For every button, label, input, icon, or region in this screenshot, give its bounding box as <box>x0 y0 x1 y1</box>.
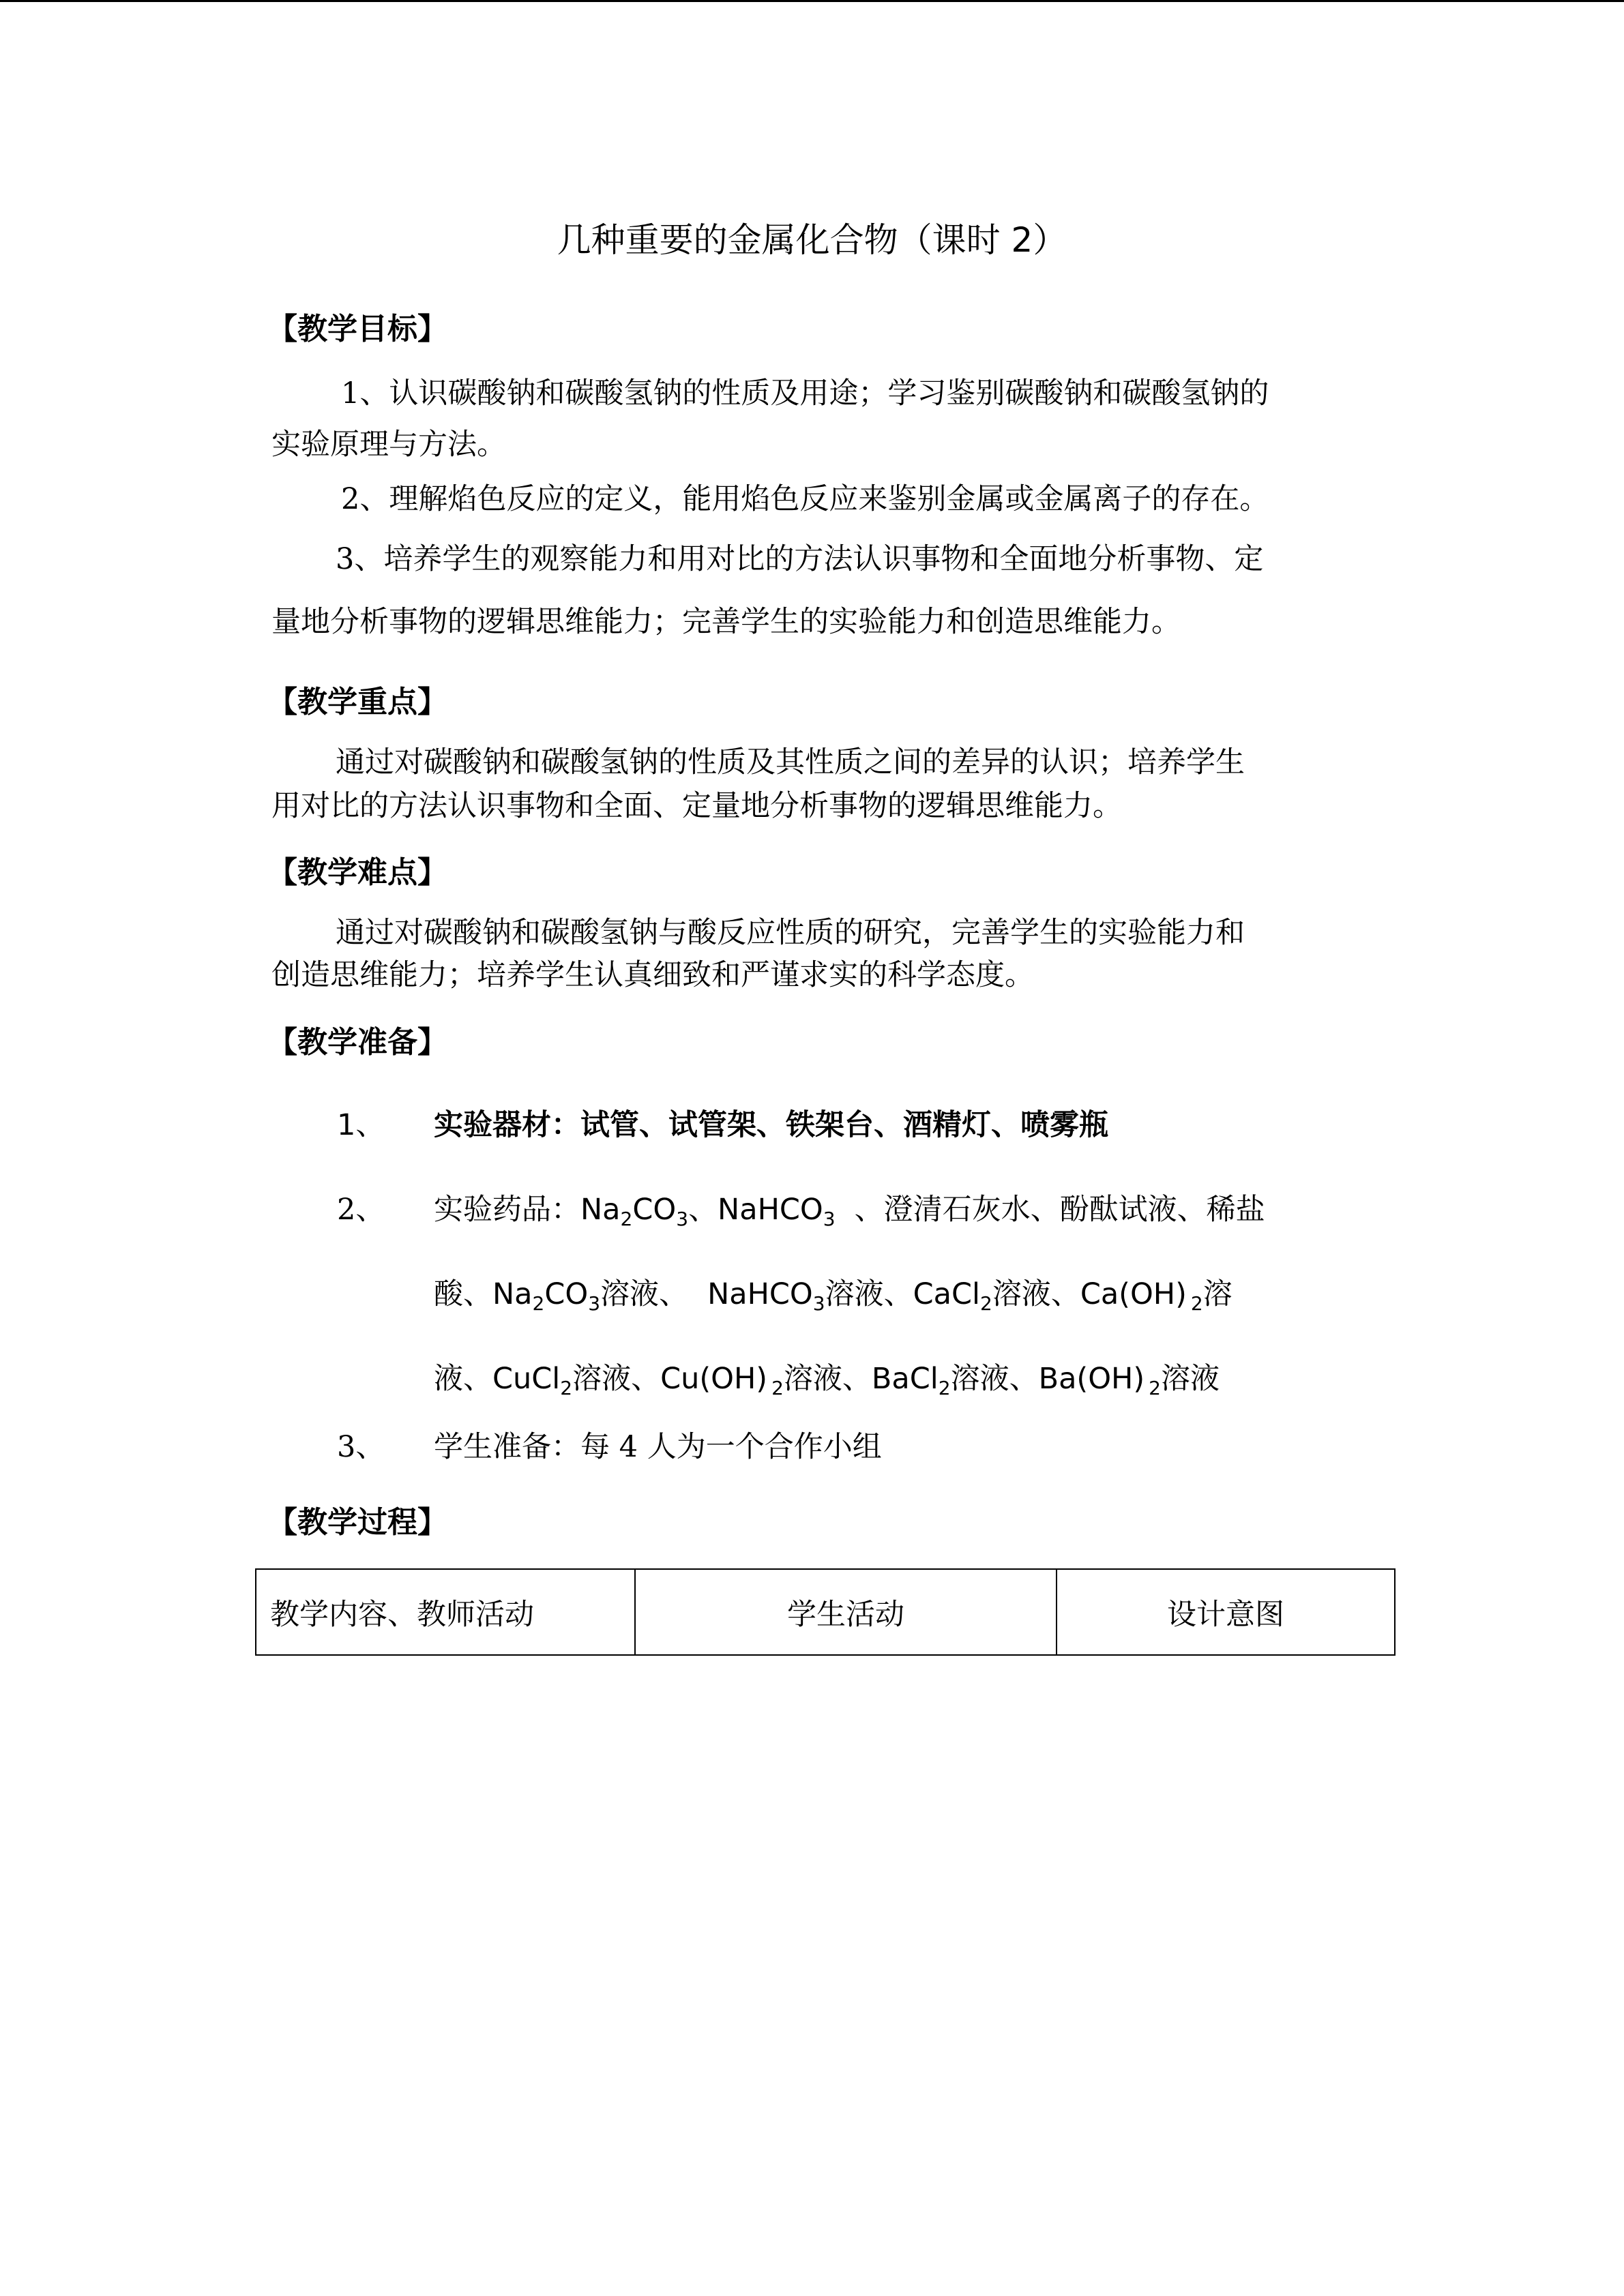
table-header-row <box>256 1569 1395 1655</box>
subscript: 2 <box>771 1377 784 1399</box>
table-header-cell: 设计意图 <box>1057 1569 1395 1655</box>
text-segment: CO <box>544 1277 589 1311</box>
process-heading: 【教学过程】 <box>267 1505 447 1540</box>
subscript: 2 <box>938 1377 951 1399</box>
text-segment: BaCl <box>871 1362 939 1396</box>
prep-item-2-line-2 <box>434 1272 1232 1316</box>
objective-3-line-2: 量地分析事物的逻辑思维能力；完善学生的实验能力和创造思维能力。 <box>271 605 1181 639</box>
prep-item-1-text: 实验器材：试管、试管架、铁架台、酒精灯、喷雾瓶 <box>434 1108 1108 1142</box>
formula-na2co3-co: CO <box>632 1193 677 1227</box>
key-points-line-2: 用对比的方法认识事物和全面、定量地分析事物的逻辑思维能力。 <box>271 789 1122 823</box>
preparation-heading: 【教学准备】 <box>267 1025 447 1060</box>
subscript: 2 <box>979 1292 992 1315</box>
formula-na2co3-na: Na <box>580 1193 621 1227</box>
key-points-heading: 【教学重点】 <box>267 685 447 719</box>
subscript: 2 <box>532 1292 545 1315</box>
text-segment: 溶液 <box>1161 1362 1220 1396</box>
prep-item-1-number: 1、 <box>337 1108 385 1142</box>
text-segment: Ca(OH) <box>1080 1277 1187 1311</box>
text-segment: 溶液、 <box>783 1362 872 1396</box>
objectives-heading: 【教学目标】 <box>267 312 447 346</box>
prep-item-2-rest: 、澄清石灰水、酚酞试液、稀盐 <box>854 1193 1265 1227</box>
difficulties-line-1: 通过对碳酸钠和碳酸氢钠与酸反应性质的研究，完善学生的实验能力和 <box>336 916 1245 950</box>
text-segment: 溶液、 <box>950 1362 1039 1396</box>
text-segment: 液、 <box>434 1362 492 1396</box>
prep-item-2-number: 2、 <box>337 1193 385 1227</box>
difficulties-heading: 【教学难点】 <box>267 855 447 890</box>
key-points-line-1: 通过对碳酸钠和碳酸氢钠的性质及其性质之间的差异的认识；培养学生 <box>336 745 1245 779</box>
subscript: 3 <box>823 1208 836 1230</box>
objective-2: 2、理解焰色反应的定义，能用焰色反应来鉴别金属或金属离子的存在。 <box>341 482 1269 516</box>
text-segment: 溶液、 <box>600 1277 689 1311</box>
prep-item-3-text: 学生准备：每 4 人为一个合作小组 <box>434 1430 882 1464</box>
text-segment: CuCl <box>492 1362 561 1396</box>
text-segment: 溶液、 <box>572 1362 661 1396</box>
prep-item-2-line-1 <box>434 1188 1265 1232</box>
subscript: 3 <box>812 1292 825 1315</box>
subscript: 2 <box>1149 1377 1161 1399</box>
difficulties-line-2: 创造思维能力；培养学生认真细致和严谨求实的科学态度。 <box>271 958 1034 992</box>
objective-1-line-1: 1、认识碳酸钠和碳酸氢钠的性质及用途；学习鉴别碳酸钠和碳酸氢钠的 <box>341 376 1269 411</box>
table-header-cell: 学生活动 <box>635 1569 1057 1655</box>
subscript: 3 <box>588 1292 601 1315</box>
subscript: 2 <box>620 1208 633 1230</box>
process-table <box>255 1568 1396 1656</box>
text-segment: CaCl <box>913 1277 980 1311</box>
text-segment: 溶液、 <box>825 1277 913 1311</box>
prep-item-2-line-3 <box>434 1357 1220 1401</box>
subscript: 2 <box>1190 1292 1203 1315</box>
text-segment: Ba(OH) <box>1038 1362 1145 1396</box>
prep-item-3-number: 3、 <box>337 1430 385 1464</box>
subscript: 2 <box>560 1377 573 1399</box>
text-segment: 溶 <box>1202 1277 1232 1311</box>
text-segment: Cu(OH) <box>660 1362 768 1396</box>
objective-1-line-2: 实验原理与方法。 <box>271 428 506 462</box>
text-segment: 溶液、 <box>992 1277 1080 1311</box>
formula-nahco3: 、NaHCO <box>688 1193 823 1227</box>
subscript: 3 <box>676 1208 689 1230</box>
prep-item-2-label: 实验药品： <box>434 1193 580 1227</box>
objective-3-line-1: 3、培养学生的观察能力和用对比的方法认识事物和全面地分析事物、定 <box>336 542 1264 576</box>
page-top-border <box>0 0 1624 2</box>
document-title: 几种重要的金属化合物（课时 2） <box>557 220 1067 260</box>
table-header-cell: 教学内容、教师活动 <box>256 1569 635 1655</box>
text-segment: 酸、Na <box>434 1277 533 1311</box>
text-segment: NaHCO <box>707 1277 813 1311</box>
